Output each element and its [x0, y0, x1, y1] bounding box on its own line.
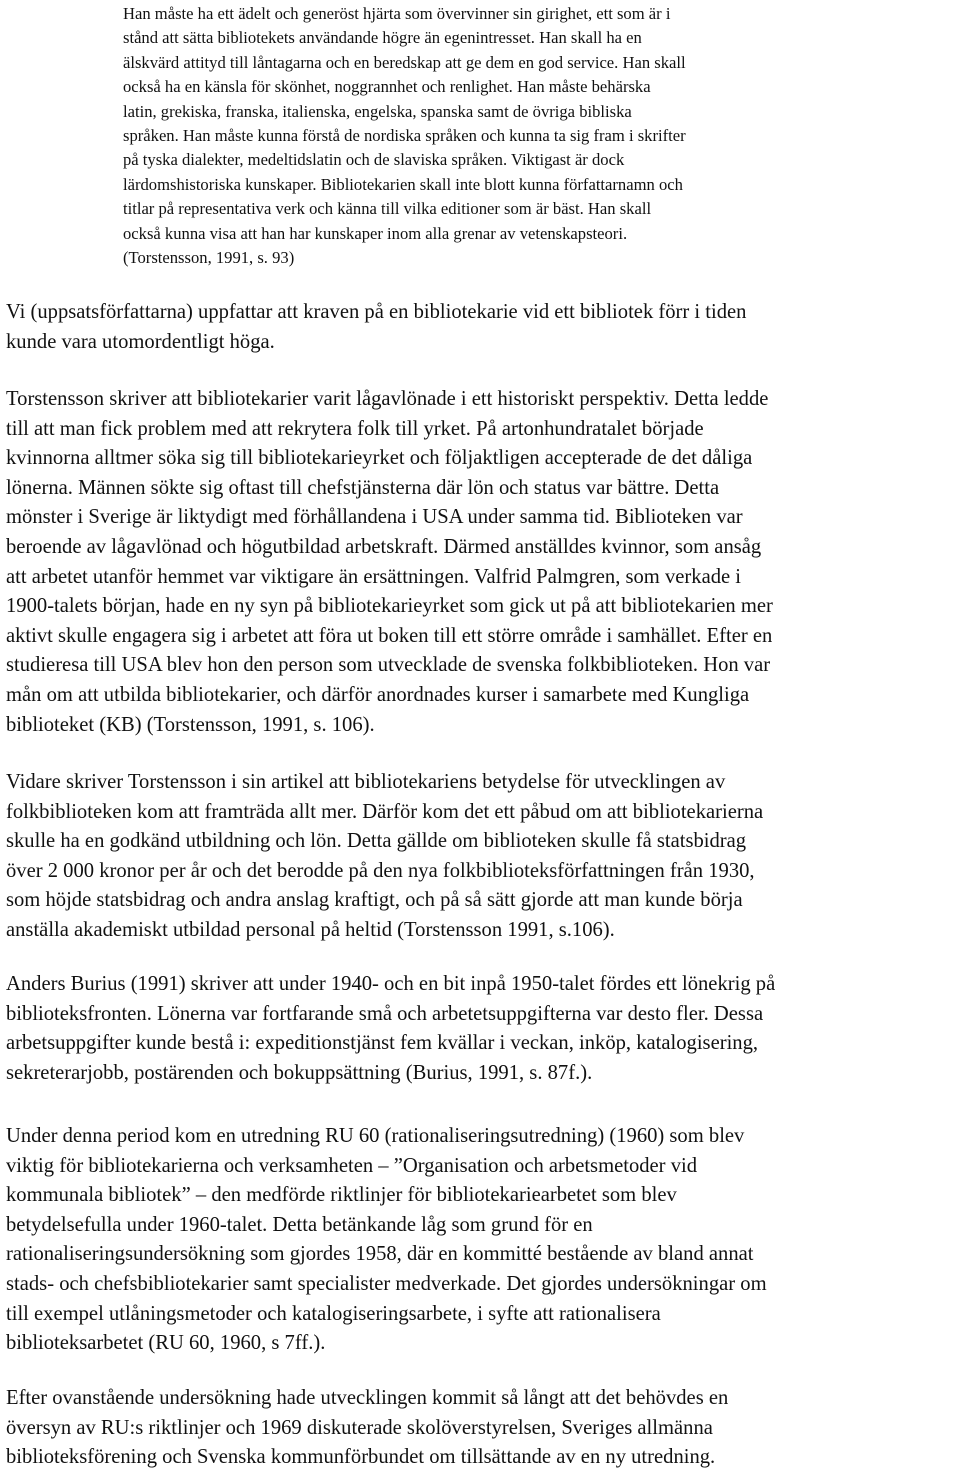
paragraph-line: beroende av lågavlönad och högutbildad arbetskraft. Därmed anställdes kvinnor, som ansåg	[6, 535, 762, 558]
paragraph-line: mån om att utbilda bibliotekarier, och därför anordnades kurser i samarbete med Kungliga	[6, 683, 750, 706]
paragraph-line: till exempel utlåningsmetoder och katalogiseringsarbete, i syfte att rationalisera	[6, 1302, 661, 1325]
paragraph-line: folkbiblioteken kom att framträda allt mer. Därför kom det ett påbud om att bibliotekarierna	[6, 800, 764, 823]
paragraph-line: biblioteksarbetet (RU 60, 1960, s 7ff.).	[6, 1332, 326, 1355]
paragraph-line: Vi (uppsatsförfattarna) uppfattar att kraven på en bibliotekarie vid ett bibliotek förr i tiden	[6, 301, 747, 323]
paragraph-line: stads- och chefsbibliotekarier samt specialister medverkade. Det gjordes undersökningar om	[6, 1272, 767, 1295]
paragraph-line: arbetsuppgifter kunde bestå i: expeditionstjänst fem kvällar i veckan, inköp, katalogisering,	[6, 1032, 759, 1055]
paragraph-requirements	[6, 298, 956, 357]
quote-line: också kunna visa att han har kunskaper inom alla grenar av vetenskapsteori.	[123, 223, 628, 243]
paragraph-line: Anders Burius (1991) skriver att under 1940- och en bit inpå 1950-talet fördes ett lönekrig på	[6, 973, 776, 995]
quote-line: titlar på representativa verk och känna till vilka editioner som är bäst. Han skall	[123, 199, 652, 219]
paragraph-line: sekreterarjobb, postärenden och bokuppsättning (Burius, 1991, s. 87f.).	[6, 1061, 593, 1084]
paragraph-line: kunde vara utomordentligt höga.	[6, 330, 275, 353]
quote-line: älskvärd attityd till låntagarna och en beredskap att ge dem en god service. Han skall	[123, 52, 686, 72]
paragraph-line: anställa akademiskt utbildad personal på heltid (Torstensson 1991, s.106).	[6, 918, 615, 941]
quote-line: språken. Han måste kunna förstå de nordiska språken och kunna ta sig fram i skrifter	[123, 126, 686, 146]
paragraph-line: biblioteket (KB) (Torstensson, 1991, s. 106).	[6, 713, 375, 736]
paragraph-ru60	[6, 1122, 956, 1359]
paragraph-line: till att man fick problem med att rekrytera folk till yrket. På artonhundratalet började	[6, 417, 704, 440]
paragraph-librarian-importance	[6, 768, 956, 946]
quote-line: stånd att sätta bibliotekets användande högre än egenintresset. Han skall ha en	[123, 28, 642, 48]
quote-line: också ha en känsla för skönhet, noggrannhet och renlighet. Han måste behärska	[123, 77, 651, 97]
paragraph-line: att arbetet utanför hemmet var viktigare än ersättningen. Valfrid Palmgren, som verkade i	[6, 565, 742, 588]
paragraph-line: mönster i Sverige är liktydigt med förhållandena i USA under samma tid. Biblioteken var	[6, 506, 743, 529]
paragraph-line: biblioteksfronten. Lönerna var fortfarande små och arbetetsuppgifterna var desto fler. Dessa	[6, 1002, 764, 1025]
quote-line: Han måste ha ett ädelt och generöst hjärta som övervinner sin girighet, ett som är i	[123, 4, 671, 23]
quote-line: latin, grekiska, franska, italienska, engelska, spanska samt de övriga bibliska	[123, 101, 632, 121]
paragraph-line: översyn av RU:s riktlinjer och 1969 diskuterade skolöverstyrelsen, Sveriges allmänna	[6, 1416, 713, 1439]
paragraph-line: rationaliseringsundersökning som gjordes 1958, där en kommitté bestående av bland annat	[6, 1243, 754, 1266]
paragraph-line: som höjde statsbidrag och andra anslag kraftigt, och på så sätt gjorde att man kunde börja	[6, 889, 743, 912]
paragraph-line: 1900-talets början, hade en ny syn på bibliotekarieyrket som gick ut på att bibliotekarien mer	[6, 595, 773, 618]
quote-citation: (Torstensson, 1991, s. 93)	[123, 248, 295, 268]
paragraph-line: betydelsefulla under 1960-talet. Detta betänkande låg som grund för en	[6, 1213, 593, 1236]
paragraph-line: kvinnorna alltmer söka sig till bibliotekarieyrket och följaktligen accepterade de det dåliga	[6, 447, 753, 470]
paragraph-line: skulle ha en godkänd utbildning och lön. Detta gällde om biblioteken skulle få statsbidrag	[6, 830, 747, 853]
paragraph-line: biblioteksförening och Svenska kommunförbundet om tillsättande av en ny utredning.	[6, 1446, 716, 1469]
block-quote	[123, 2, 843, 270]
paragraph-burius	[6, 970, 956, 1088]
quote-line: lärdomshistoriska kunskaper. Bibliotekarien skall inte blott kunna författarnamn och	[123, 174, 683, 194]
paragraph-line: studieresa till USA blev hon den person som utvecklade de svenska folkbiblioteken. Hon var	[6, 654, 771, 677]
paragraph-line: Torstensson skriver att bibliotekarier varit lågavlönade i ett historiskt perspektiv. Detta ledde	[6, 388, 769, 410]
quote-line: på tyska dialekter, medeltidslatin och de slaviska språken. Viktigast är dock	[123, 150, 625, 170]
paragraph-line: viktig för bibliotekarierna och verksamheten – ”Organisation och arbetsmetoder vid	[6, 1154, 698, 1177]
paragraph-line: aktivt skulle engagera sig i arbetet att föra ut boken till ett större område i samhället. Efter en	[6, 624, 773, 647]
paragraph-salaries-history	[6, 385, 956, 740]
paragraph-line: över 2 000 kronor per år och det berodde på den nya folkbiblioteksförfattningen från 1930,	[6, 859, 755, 882]
paragraph-line: kommunala bibliotek” – den medförde riktlinjer för bibliotekariearbetet som blev	[6, 1184, 677, 1207]
paragraph-line: Efter ovanstående undersökning hade utvecklingen kommit så långt att det behövdes en	[6, 1387, 729, 1409]
paragraph-line: Under denna period kom en utredning RU 60 (rationaliseringsutredning) (1960) som blev	[6, 1125, 745, 1147]
paragraph-line: Vidare skriver Torstensson i sin artikel att bibliotekariens betydelse för utvecklingen av	[6, 771, 726, 793]
paragraph-line: lönerna. Männen sökte sig oftast till chefstjänsterna där lön och status var bättre. Detta	[6, 476, 720, 499]
paragraph-review	[6, 1384, 956, 1473]
